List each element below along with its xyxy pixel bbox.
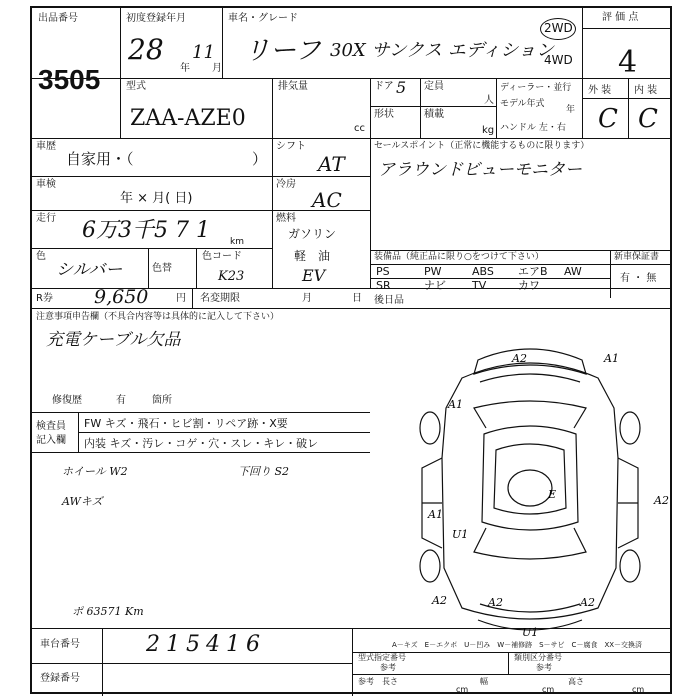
car-damage-diagram (392, 338, 669, 639)
divider (32, 138, 670, 139)
damage-mark: A2 (580, 596, 595, 609)
divider (352, 674, 670, 675)
equipment-item: PW (424, 265, 442, 278)
inspection-label: 車検 (36, 179, 56, 190)
divider (352, 628, 353, 696)
color-change-label: 色替 (152, 263, 172, 274)
divider (196, 248, 197, 288)
recycle-value: 9,650 (94, 286, 149, 308)
divider (32, 308, 370, 309)
divider (370, 78, 371, 138)
first-reg-label: 初度登録年月 (126, 13, 186, 24)
notes-value: 充電ケーブル欠品 (46, 330, 181, 350)
divider (32, 663, 352, 664)
damage-mark: A2 (654, 494, 669, 507)
rating-label: 評 価 点 (602, 12, 639, 23)
dealer-label: ディーラー・並行 (500, 83, 572, 93)
warranty-label: 新車保証書 (614, 252, 660, 262)
divider (508, 652, 509, 674)
shape-label: 形状 (374, 109, 394, 120)
interior-grade: C (638, 104, 658, 134)
displacement-label: 排気量 (278, 81, 308, 92)
equipment-item: PS (376, 265, 390, 278)
height-cm: cm (632, 685, 645, 694)
width-label: 幅 (480, 677, 488, 686)
color-code-label: 色コード (202, 251, 242, 262)
divider (272, 138, 273, 288)
type-value: ZAA-AZE0 (130, 106, 246, 131)
interior-row: 内装 キズ・汚レ・コゲ・穴・スレ・キレ・破レ (84, 437, 319, 450)
divider (148, 248, 149, 288)
drive-2wd: 2WD (544, 21, 573, 35)
divider (370, 308, 670, 309)
damage-mark: A2 (432, 594, 447, 607)
damage-mark: U1 (452, 528, 469, 541)
repair-label: 修復歴 (52, 395, 82, 406)
usage-label: 車歴 (36, 141, 56, 152)
model-year-label: モデル年式 (500, 99, 545, 109)
chassis-label: 車台番号 (40, 639, 80, 650)
designation-label: 型式指定番号 (358, 653, 406, 662)
day-unit: 日 (352, 293, 362, 304)
color-label: 色 (36, 251, 46, 262)
color-value: シルバー (56, 260, 123, 280)
model-name: リーフ (244, 36, 321, 66)
ac-label: 冷房 (276, 179, 296, 190)
lot-number: 3505 (38, 64, 101, 95)
kg-unit: kg (482, 125, 495, 136)
length-cm: cm (456, 685, 469, 694)
designation-reference: 参考 (380, 663, 396, 672)
inspection-value: 年 × 月( 日) (120, 191, 193, 206)
km-unit: km (230, 237, 244, 247)
inspector-note-3: AWキズ (62, 495, 103, 508)
damage-mark: A1 (428, 508, 443, 521)
inspector-note-2: 下回り S2 (238, 465, 290, 478)
shift-label: シフト (276, 141, 306, 152)
grade: 30X サンクス エディション (330, 40, 554, 61)
equipment-item: SR (376, 279, 391, 292)
cc-unit: cc (354, 123, 365, 134)
lot-label: 出品番号 (38, 13, 78, 24)
damage-mark: A2 (512, 352, 527, 365)
divider (496, 78, 497, 138)
divider (370, 106, 496, 107)
divider (32, 412, 370, 413)
first-reg-month: 11 (192, 42, 215, 63)
month-unit: 月 (212, 63, 222, 74)
repair-location-label: 箇所 (152, 395, 172, 406)
divider (120, 8, 121, 138)
equipment-item: ナビ (424, 279, 446, 292)
legend-text: A－キズ E－エクボ U－凹み W－補修跡 S－サビ C－腐食 XX－交換済 (392, 641, 643, 649)
size-reference: 参考 (358, 677, 374, 686)
year-unit: 年 (180, 63, 190, 74)
divider (102, 628, 103, 696)
color-code-value: K23 (218, 269, 245, 284)
divider (370, 138, 371, 288)
divider (32, 628, 670, 629)
person-unit: 人 (484, 95, 494, 106)
load-label: 積載 (424, 109, 444, 120)
divider (628, 78, 629, 138)
inspector-note-1: ホイール W2 (62, 465, 128, 478)
handle-label: ハンドル 左・右 (500, 123, 566, 133)
doors-value: 5 (396, 78, 407, 97)
fuel-diesel: 軽 油 (294, 249, 331, 263)
first-reg-year: 28 (128, 33, 164, 66)
divider (32, 78, 670, 79)
auction-sheet (30, 6, 672, 694)
doors-label: ドア (374, 81, 394, 92)
inspector-label-1: 検査員 (36, 421, 66, 432)
fw-row: FW キズ・飛石・ヒビ割・リペア跡・X要 (84, 417, 288, 430)
sales-value: アラウンドビューモニター (378, 160, 582, 180)
repair-value: 有 (116, 395, 126, 406)
divider (32, 248, 272, 249)
mileage-label: 走行 (36, 213, 56, 224)
interior-label: 内 装 (634, 85, 658, 96)
category-label: 類別区分番号 (514, 653, 562, 662)
inspector-label-2: 記入欄 (36, 435, 66, 446)
equipment-item: TV (472, 279, 487, 292)
mileage-note: ポ 63571 Km (72, 605, 144, 618)
ac-value: AC (312, 188, 342, 212)
length-label: 長さ (382, 677, 398, 686)
divider (582, 28, 670, 29)
name-change-label: 名変期限 (200, 293, 240, 304)
exterior-grade: C (598, 104, 618, 134)
damage-mark: A1 (604, 352, 619, 365)
equipment-item: ABS (472, 265, 494, 278)
fuel-label: 燃料 (276, 213, 296, 224)
equipment-item: エアB (518, 265, 548, 278)
divider (272, 78, 273, 138)
model-label: 車名・グレード (228, 13, 298, 24)
equipment-item: カワ (518, 279, 540, 292)
equipment-label: 装備品（純正品に限り○をつけて下さい） (374, 252, 544, 262)
divider (370, 278, 610, 279)
category-reference: 参考 (536, 663, 552, 672)
damage-mark: A2 (488, 596, 503, 609)
model-year-unit: 年 (566, 105, 576, 115)
divider (32, 452, 370, 453)
month-unit-short: 月 (302, 293, 312, 304)
damage-mark: E (548, 488, 557, 501)
divider (222, 8, 223, 78)
equipment-item: AW (564, 265, 582, 278)
yen-unit: 円 (176, 293, 186, 304)
drive-4wd: 4WD (544, 53, 573, 67)
usage-value: 自家用・（ (66, 150, 134, 168)
mileage-value: 6万3千5 7 1 (82, 218, 210, 243)
reg-label: 登録番号 (40, 673, 80, 684)
capacity-label: 定員 (424, 81, 444, 92)
divider (32, 176, 370, 177)
warranty-value: 有 ・ 無 (620, 273, 657, 284)
height-label: 高さ (568, 677, 584, 686)
divider (78, 412, 79, 452)
divider (582, 98, 670, 99)
sales-label: セールスポイント（正常に機能するものに限ります） (374, 141, 590, 151)
usage-close: ） (252, 150, 268, 168)
chassis-value: 215416 (146, 632, 266, 657)
rating-value: 4 (618, 45, 638, 80)
shift-value: AT (318, 152, 345, 176)
damage-mark: U1 (522, 626, 539, 639)
divider (78, 432, 370, 433)
fuel-value: EV (302, 266, 326, 285)
divider (610, 250, 611, 298)
divider (370, 250, 670, 251)
type-label: 型式 (126, 81, 146, 92)
divider (420, 78, 421, 138)
damage-mark: A1 (448, 398, 463, 411)
fuel-gasoline: ガソリン (288, 227, 337, 241)
rear-seat-label: 後日品 (374, 295, 404, 306)
divider (192, 288, 193, 308)
width-cm: cm (542, 685, 555, 694)
exterior-label: 外 装 (588, 85, 612, 96)
notes-label: 注意事項申告欄（不具合内容等は具体的に記入して下さい） (36, 312, 280, 322)
recycle-label: R券 (36, 293, 53, 304)
